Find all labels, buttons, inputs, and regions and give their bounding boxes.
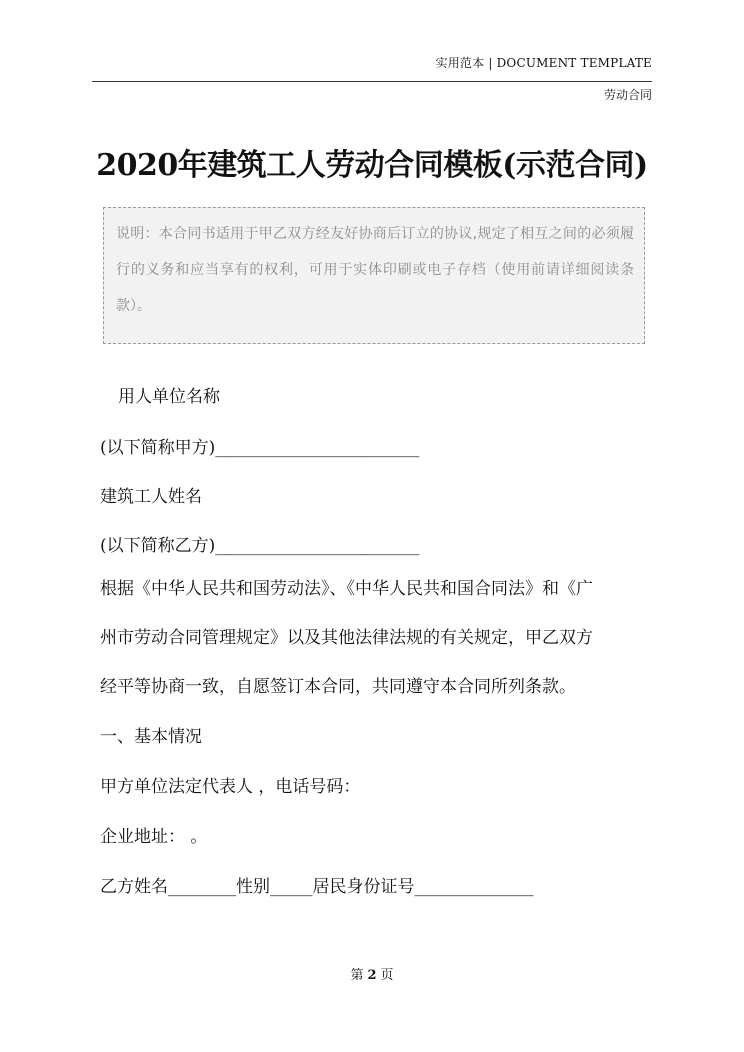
- address-line: 企业地址： 。: [100, 827, 208, 847]
- employer-name-label: 用人单位名称: [118, 387, 220, 407]
- notice-text: 说明：本合同书适用于甲乙双方经友好协商后订立的协议,规定了相互之间的必须履行的义务和应当享有的权利，可用于实体印刷或电子存档（使用前请详细阅读条款）。: [116, 226, 634, 314]
- page-number: 2: [367, 968, 377, 983]
- basis-line: 经平等协商一致，自愿签订本合同，共同遵守本合同所列条款。: [100, 677, 576, 697]
- header-category: 劳动合同: [603, 88, 652, 102]
- notice-box: [103, 207, 645, 344]
- basis-line: 根据《中华人民共和国劳动法》、《中华人民共和国合同法》和《广: [100, 579, 593, 599]
- representative-line: 甲方单位法定代表人 ，电话号码：: [100, 777, 361, 797]
- basis-line: 州市劳动合同管理规定》以及其他法律法规的有关规定，甲乙双方: [100, 628, 593, 648]
- page-suffix: 页: [380, 968, 394, 983]
- worker-name-label: 建筑工人姓名: [100, 487, 202, 507]
- basis-paragraph: [100, 565, 652, 712]
- party-b-info-line: 乙方姓名________性别_____居民身份证号______________: [100, 877, 534, 897]
- document-title: 2020年建筑工人劳动合同模板(示范合同): [96, 148, 648, 183]
- employer-short-line: (以下简称甲方)________________________: [100, 438, 420, 458]
- page-footer: [0, 964, 744, 983]
- section-heading-basic: 一、基本情况: [100, 727, 202, 747]
- page-prefix: 第: [350, 968, 364, 983]
- worker-short-line: (以下简称乙方)________________________: [100, 536, 420, 556]
- header-template-label: 实用范本 | DOCUMENT TEMPLATE: [435, 56, 652, 70]
- header-divider: [92, 81, 652, 82]
